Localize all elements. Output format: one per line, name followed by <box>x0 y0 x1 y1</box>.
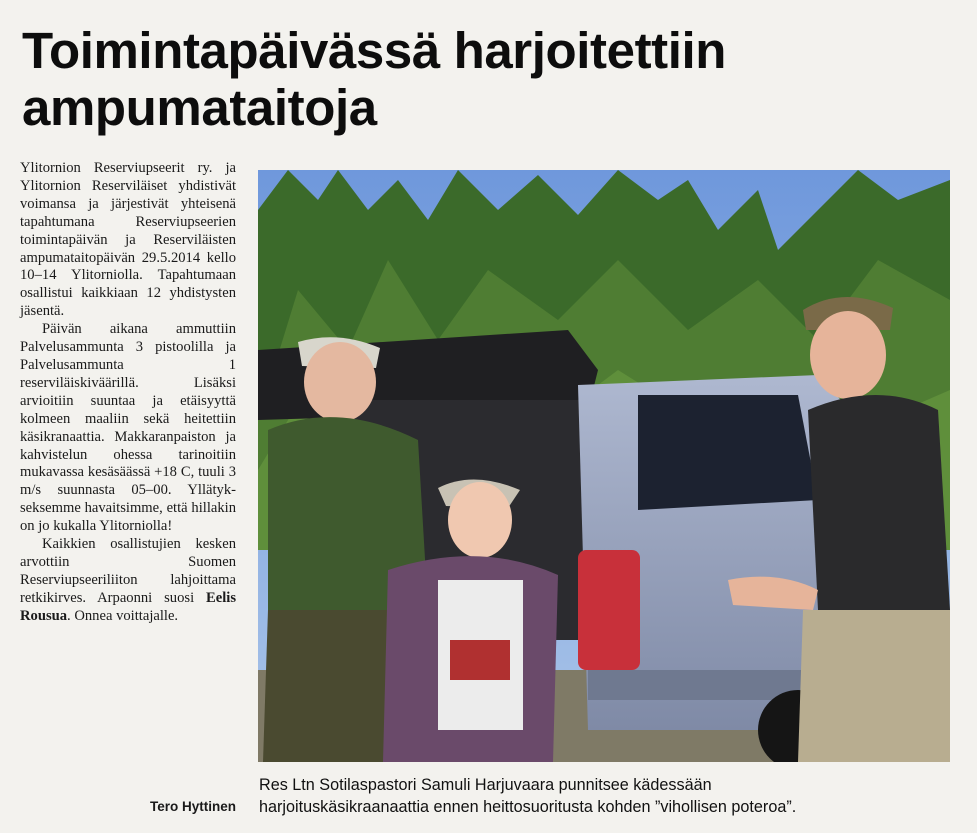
photo-illustration <box>258 170 950 762</box>
paragraph-3-end: . Onnea voittajalle. <box>67 607 179 624</box>
paragraph-3-text: Kaikkien osallistujien kesken arvottiin Suomen Reserviupseeriliiton lahjoittama retkikirves. Arpaonni suosi <box>20 536 236 606</box>
headline <box>22 22 962 136</box>
winner-name: Eelis Rousua <box>20 589 236 624</box>
caption-line-1: Res Ltn Sotilaspastori Samuli Harjuvaara punnitsee kädessään <box>259 776 712 794</box>
caption-line-2: harjoituskäsikraanaattia ennen heittosuoritusta kohden ”vihollisen poteroa”. <box>259 798 797 816</box>
article-photo <box>258 170 950 762</box>
article-body <box>20 160 236 626</box>
headline-line-2: ampumataitoja <box>22 79 377 136</box>
headline-line-1: Toimintapäivässä harjoitettiin <box>22 22 727 79</box>
byline: Tero Hyttinen <box>149 799 236 814</box>
paragraph-2: Päivän aikana ammuttiin Palvelusammunta 3 pistoolilla ja Palvelusammunta 1 reserviläiskiväärillä. Lisäksi arvioitiin suuntaa ja etäisyyttä kolmeen maaliin sekä heitettiin käsikranaattia. Makkaranpaiston ja kahvistelun ohessa tarinoitiin mukavassa kesäsäässä +18 C, tuuli 3 m/s suunnasta 05–00. Yllätykseksemme havaitsimme, että hillakin on jo kukalla Ylitorniolla! <box>20 321 236 535</box>
photo-caption <box>259 774 959 818</box>
paragraph-1: Ylitornion Reserviupseerit ry. ja Ylitornion Reserviläiset yhdistivät voimansa ja järjestivät yhteisenä tapahtumana Reserviupseerien toimintapäivän ja Reserviläisten ampumataitopäivän 29.5.2014 kello 10–14 Ylitorniolla. Tapahtumaan osallistui kaikkiaan 12 yhdistysten jäsentä. <box>20 160 236 320</box>
paragraph-3 <box>20 536 236 626</box>
